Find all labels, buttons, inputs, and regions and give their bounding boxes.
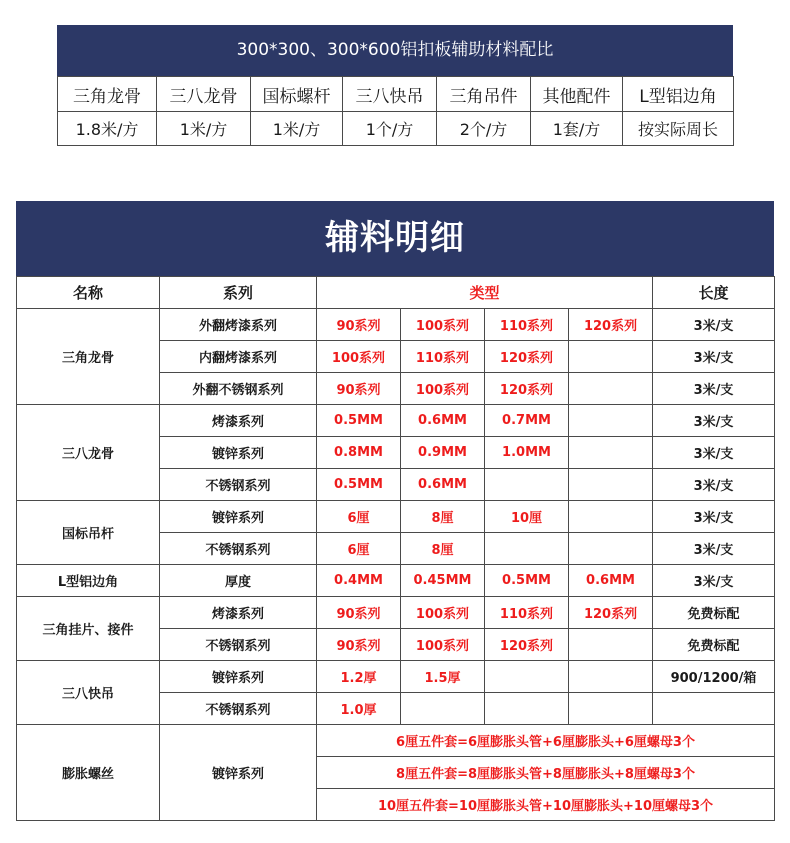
type-cell: 6厘 [317,501,401,533]
ratio-header-cell: 三角龙骨 [58,77,157,112]
type-cell: 110系列 [485,309,569,341]
type-cell: 120系列 [569,309,653,341]
length-cell: 免费标配 [653,597,775,629]
type-cell: 100系列 [401,629,485,661]
ratio-header-cell: L型铝边角 [623,77,734,112]
type-cell: 0.8MM [317,437,401,469]
type-cell: 90系列 [317,309,401,341]
type-cell [485,469,569,501]
type-cell: 90系列 [317,629,401,661]
type-cell [569,437,653,469]
type-cell: 0.5MM [485,565,569,597]
series-cell: 镀锌系列 [160,501,317,533]
series-cell: 镀锌系列 [160,725,317,821]
type-cell [569,405,653,437]
type-cell [569,533,653,565]
ratio-header-cell: 国标螺杆 [251,77,343,112]
accessory-header-row [17,277,775,309]
type-cell [569,469,653,501]
series-cell: 厚度 [160,565,317,597]
accessory-grid [16,276,775,821]
type-cell: 0.6MM [401,469,485,501]
table-row [17,661,775,693]
ratio-value-cell: 2个/方 [437,112,531,146]
ratio-header-cell: 三角吊件 [437,77,531,112]
category-name: 国标吊杆 [17,501,160,565]
type-cell: 100系列 [401,597,485,629]
length-cell: 3米/支 [653,533,775,565]
type-cell [401,693,485,725]
length-cell: 3米/支 [653,437,775,469]
type-cell: 8厘 [401,533,485,565]
category-name: L型铝边角 [17,565,160,597]
type-cell: 0.6MM [401,405,485,437]
type-cell: 100系列 [401,373,485,405]
table-row [17,309,775,341]
series-cell: 不锈钢系列 [160,533,317,565]
table-row [17,565,775,597]
ratio-value-cell: 1.8米/方 [58,112,157,146]
length-cell: 3米/支 [653,309,775,341]
series-cell: 烤漆系列 [160,405,317,437]
header-length: 长度 [653,277,775,309]
type-cell [485,693,569,725]
header-series: 系列 [160,277,317,309]
type-cell: 6厘 [317,533,401,565]
series-cell: 镀锌系列 [160,437,317,469]
ratio-table [57,25,733,146]
accessory-detail-title: 辅料明细 [16,201,774,276]
table-row [17,597,775,629]
type-cell: 110系列 [401,341,485,373]
type-cell: 120系列 [485,629,569,661]
length-cell: 3米/支 [653,469,775,501]
category-name: 膨胀螺丝 [17,725,160,821]
ratio-table-title: 300*300、300*600铝扣板辅助材料配比 [57,25,733,76]
type-cell [569,661,653,693]
category-name: 三角挂片、接件 [17,597,160,661]
series-cell: 烤漆系列 [160,597,317,629]
type-cell: 10厘 [485,501,569,533]
table-row [17,725,775,757]
type-cell: 120系列 [485,341,569,373]
type-cell: 120系列 [569,597,653,629]
type-cell [569,341,653,373]
type-cell: 1.2厚 [317,661,401,693]
series-cell: 不锈钢系列 [160,693,317,725]
type-cell [569,373,653,405]
type-cell [569,693,653,725]
length-cell [653,693,775,725]
type-cell: 0.6MM [569,565,653,597]
length-cell: 3米/支 [653,501,775,533]
type-cell: 1.0厚 [317,693,401,725]
type-cell: 0.5MM [317,405,401,437]
series-cell: 镀锌系列 [160,661,317,693]
type-cell: 120系列 [485,373,569,405]
series-cell: 外翻烤漆系列 [160,309,317,341]
header-type: 类型 [317,277,653,309]
table-row [17,501,775,533]
type-cell [485,533,569,565]
expansion-kit-cell: 6厘五件套=6厘膨胀头管+6厘膨胀头+6厘螺母3个 [317,725,775,757]
type-cell: 0.45MM [401,565,485,597]
type-cell: 100系列 [317,341,401,373]
type-cell [569,501,653,533]
category-name: 三八龙骨 [17,405,160,501]
length-cell: 900/1200/箱 [653,661,775,693]
type-cell: 90系列 [317,597,401,629]
type-cell [485,661,569,693]
category-name: 三八快吊 [17,661,160,725]
series-cell: 不锈钢系列 [160,629,317,661]
length-cell: 3米/支 [653,405,775,437]
ratio-value-cell: 1米/方 [157,112,251,146]
ratio-header-cell: 三八快吊 [343,77,437,112]
ratio-value-cell: 1米/方 [251,112,343,146]
type-cell: 0.4MM [317,565,401,597]
ratio-header-cell: 三八龙骨 [157,77,251,112]
ratio-value-cell: 1套/方 [531,112,623,146]
expansion-kit-cell: 10厘五件套=10厘膨胀头管+10厘膨胀头+10厘螺母3个 [317,789,775,821]
type-cell: 1.0MM [485,437,569,469]
type-cell [569,629,653,661]
category-name: 三角龙骨 [17,309,160,405]
ratio-value-row [58,112,734,146]
ratio-grid [57,76,734,146]
expansion-kit-cell: 8厘五件套=8厘膨胀头管+8厘膨胀头+8厘螺母3个 [317,757,775,789]
table-row [17,405,775,437]
length-cell: 免费标配 [653,629,775,661]
header-name: 名称 [17,277,160,309]
type-cell: 0.5MM [317,469,401,501]
length-cell: 3米/支 [653,341,775,373]
type-cell: 0.9MM [401,437,485,469]
series-cell: 内翻烤漆系列 [160,341,317,373]
type-cell: 1.5厚 [401,661,485,693]
accessory-detail-table [16,201,774,821]
ratio-value-cell: 按实际周长 [623,112,734,146]
ratio-header-cell: 其他配件 [531,77,623,112]
ratio-value-cell: 1个/方 [343,112,437,146]
type-cell: 110系列 [485,597,569,629]
length-cell: 3米/支 [653,565,775,597]
type-cell: 8厘 [401,501,485,533]
type-cell: 0.7MM [485,405,569,437]
series-cell: 不锈钢系列 [160,469,317,501]
length-cell: 3米/支 [653,373,775,405]
ratio-header-row [58,77,734,112]
type-cell: 90系列 [317,373,401,405]
type-cell: 100系列 [401,309,485,341]
series-cell: 外翻不锈钢系列 [160,373,317,405]
